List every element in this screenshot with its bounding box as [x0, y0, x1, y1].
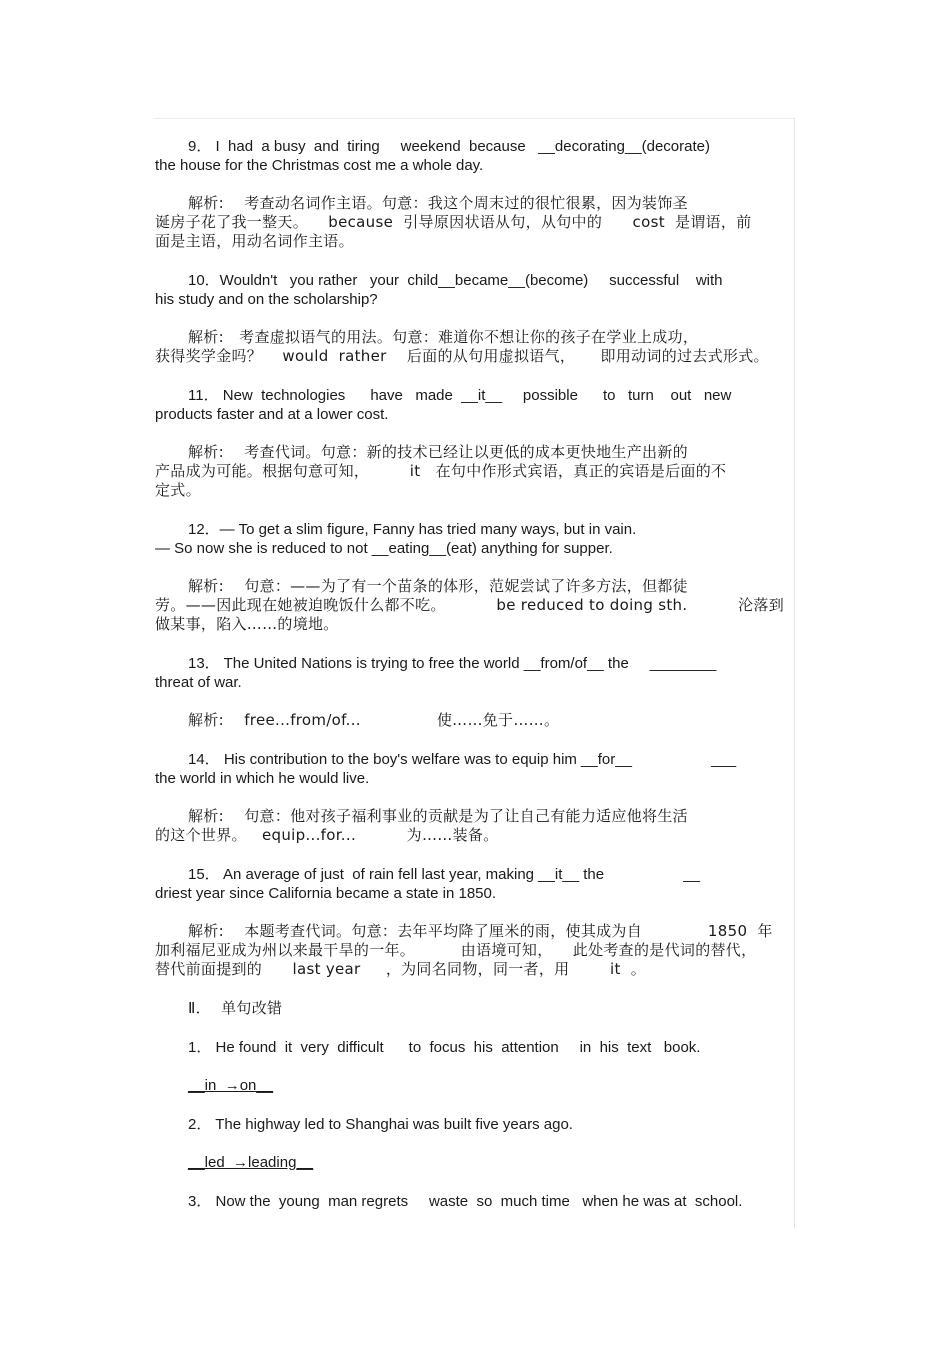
q11-explanation-line1: 解析: 考查代词。句意：新的技术已经让以更低的成本更快地生产出新的 [188, 443, 688, 461]
c2-answer: __led →leading__ [188, 1154, 314, 1171]
section-title: Ⅱ． 单句改错 [188, 999, 283, 1017]
q12-explanation-line1: 解析: 句意：——为了有一个苗条的体形，范妮尝试了许多方法，但都徒 [188, 577, 688, 595]
q9-explanation-line2: 诞房子花了我一整天。 because 引导原因状语从句，从句中的 cost 是谓语，前 [155, 213, 752, 231]
c2-sentence: 2． The highway led to Shanghai was built five years ago. [188, 1116, 573, 1133]
q14-question-line2: the world in which he would live. [155, 770, 370, 787]
c3-sentence: 3． Now the young man regrets waste so much time when he was at school. [188, 1193, 743, 1210]
q12-explanation-line2: 劳。——因此现在她被迫晚饭什么都不吃。 be reduced to doing sth. 沦落到 [155, 596, 785, 614]
q9-question-line2: the house for the Christmas cost me a whole day. [155, 157, 484, 174]
q10-question-line1: 10．Wouldn't you rather your child__became__(become) successful with [188, 272, 723, 289]
q12-explanation-line3: 做某事，陷入……的境地。 [155, 615, 339, 633]
q12-question-line1: 12．— To get a slim figure, Fanny has tried many ways, but in vain. [188, 521, 637, 538]
q14-question-line1: 14． His contribution to the boy's welfare was to equip him __for__ ___ [188, 751, 737, 768]
c1-sentence: 1． He found it very difficult to focus his attention in his text book. [188, 1039, 701, 1056]
q15-explanation-line2: 加利福尼亚成为州以来最干旱的一年。 由语境可知， 此处考查的是代词的替代， [155, 941, 757, 959]
page-border-right [794, 118, 795, 1228]
q9-explanation-line1: 解析: 考查动名词作主语。句意：我这个周末过的很忙很累，因为装饰圣 [188, 194, 688, 212]
q11-question-line1: 11． New technologies have made __it__ possible to turn out new [188, 387, 732, 404]
c1-answer: __in →on__ [188, 1077, 274, 1094]
q15-question-line1: 15． An average of just of rain fell last year, making __it__ the __ [188, 866, 700, 883]
q9-question-line1: 9． I had a busy and tiring weekend because __decorating__(decorate) [188, 138, 710, 155]
q10-question-line2: his study and on the scholarship? [155, 291, 378, 308]
q13-explanation-line1: 解析: free...from/of... 使……免于……。 [188, 711, 560, 729]
q12-question-line2: — So now she is reduced to not __eating__(eat) anything for supper. [155, 540, 613, 557]
q14-explanation-line2: 的这个世界。 equip...for... 为……装备。 [155, 826, 499, 844]
q9-explanation-line3: 面是主语，用动名词作主语。 [155, 232, 354, 250]
q11-question-line2: products faster and at a lower cost. [155, 406, 389, 423]
q14-explanation-line1: 解析: 句意：他对孩子福利事业的贡献是为了让自己有能力适应他将生活 [188, 807, 688, 825]
q15-explanation-line1: 解析: 本题考查代词。句意：去年平均降了厘米的雨，使其成为自 1850 年 [188, 922, 773, 940]
q15-question-line2: driest year since California became a state in 1850. [155, 885, 497, 902]
q13-question-line1: 13． The United Nations is trying to free the world __from/of__ the ________ [188, 655, 717, 672]
q10-explanation-line2: 获得奖学金吗？ would rather 后面的从句用虚拟语气， 即用动词的过去式形式。 [155, 347, 769, 365]
q13-question-line2: threat of war. [155, 674, 242, 691]
q11-explanation-line2: 产品成为可能。根据句意可知， it 在句中作形式宾语，真正的宾语是后面的不 [155, 462, 727, 480]
q10-explanation-line1: 解析: 考查虚拟语气的用法。句意：难道你不想让你的孩子在学业上成功， [188, 328, 699, 346]
page-border-top [154, 118, 794, 119]
q15-explanation-line3: 替代前面提到的 last year ，为同名同物，同一者，用 it 。 [155, 960, 647, 978]
q11-explanation-line3: 定式。 [155, 481, 201, 499]
